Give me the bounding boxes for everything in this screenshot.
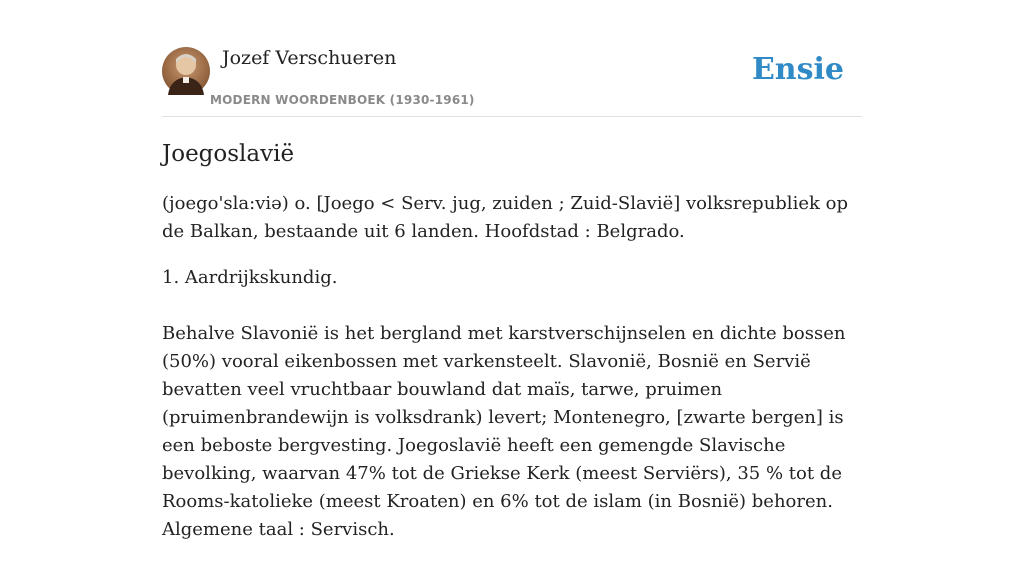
article-title: Joegoslavië (162, 141, 295, 167)
author-portrait-icon (162, 47, 210, 95)
article-paragraph: (joego'sla:viə) o. [Joego < Serv. jug, zuiden ; Zuid-Slavië] volksrepubliek op de Balkan, bestaande uit 6 landen. Hoofdstad : Belgrado. (162, 193, 848, 242)
author-name[interactable]: Jozef Verschueren (222, 47, 397, 69)
article (162, 138, 862, 562)
article-paragraph: 1. Aardrijkskundig. (162, 267, 338, 288)
article-paragraph: Behalve Slavonië is het bergland met karstverschijnselen en dichte bossen (50%) vooral eikenbossen met varkensteelt. Slavonië, Bosnië en Servië bevatten veel vruchtbaar bouwland dat maïs, tarwe, pruimen (pruimenbrandewijn is volksdrank) levert; Montenegro, [zwarte bergen] is een beboste bergvesting. Joegoslavië heeft een gemengde Slavische bevolking, waarvan 47% tot de Griekse Kerk (meest Serviërs), 35 % tot de Rooms-katolieke (meest Kroaten) en 6% tot de islam (in Bosnië) behoren. Algemene taal : Servisch. (162, 323, 846, 540)
source-label[interactable]: MODERN WOORDENBOEK (1930-1961) (210, 93, 475, 107)
brand-logo[interactable]: Ensie (751, 52, 844, 87)
author-avatar[interactable] (162, 47, 210, 95)
header (162, 46, 862, 117)
